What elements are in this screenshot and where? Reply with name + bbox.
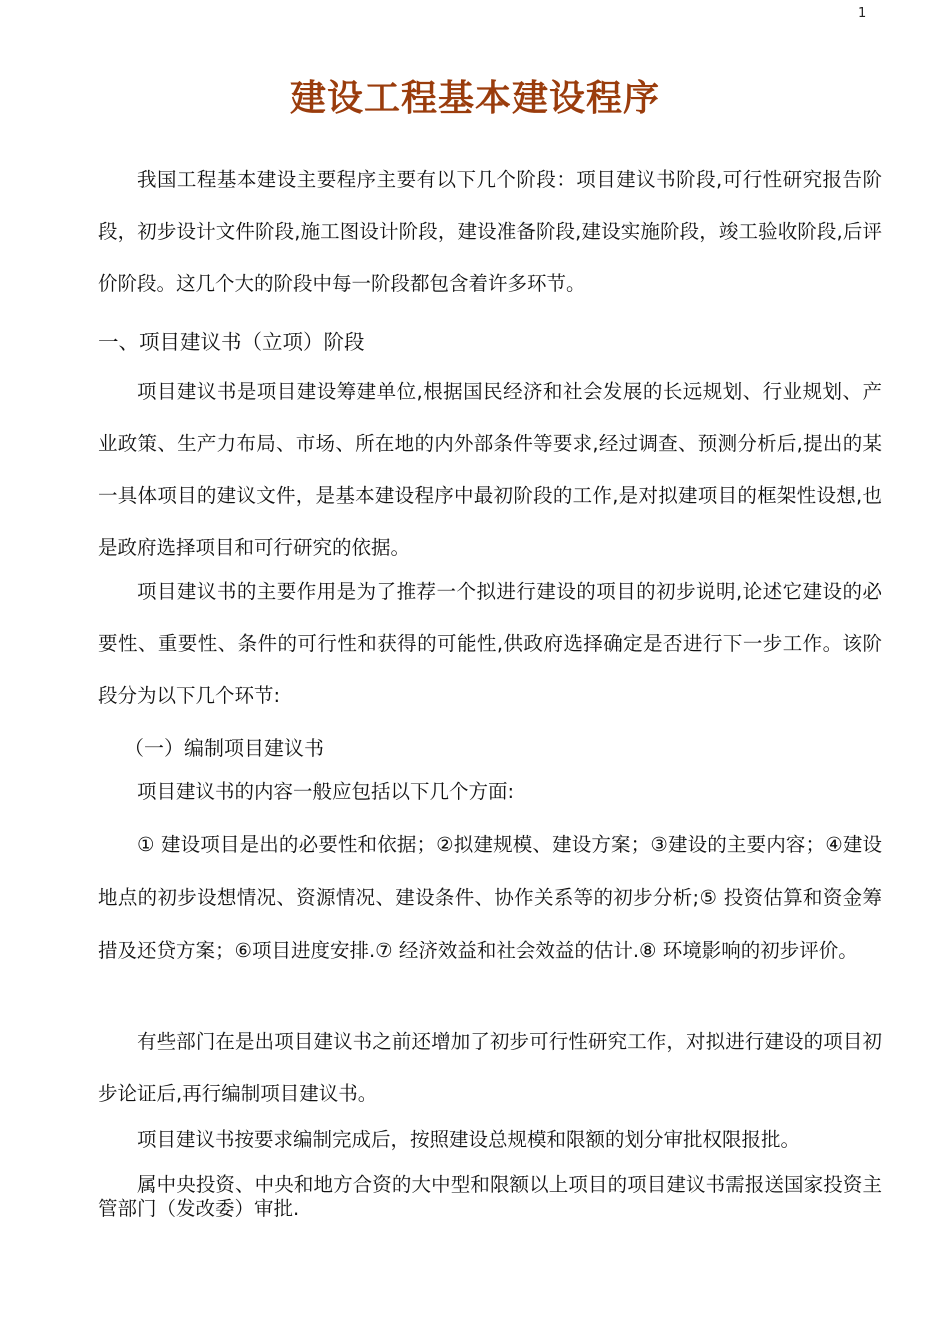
- page-number: 1: [858, 6, 867, 21]
- section-heading-project-proposal: 一、项目建议书（立项）阶段: [98, 330, 365, 354]
- proposal-contents-intro: 项目建议书的内容一般应包括以下几个方面:: [137, 780, 515, 803]
- preliminary-feasibility-paragraph: 有些部门在是出项目建议书之前还增加了初步可行性研究工作，对拟进行建设的项目初步论证后,再行编制项目建议书。: [98, 1030, 882, 1105]
- document-title: 建设工程基本建设程序: [289, 78, 660, 119]
- subsection-heading-prepare-proposal: （一）编制项目建议书: [124, 736, 324, 760]
- proposal-contents-list: ① 建设项目是出的必要性和依据；②拟建规模、建设方案；③建设的主要内容；④建设地点的初步设想情况、资源情况、建设条件、协作关系等的初步分析;⑤ 投资估算和资金筹措及还贷方案；⑥项目进度安排.⑦ 经济效益和社会效益的估计.⑧ 环境影响的初步评价。: [98, 833, 882, 962]
- central-investment-paragraph: 属中央投资、中央和地方合资的大中型和限额以上项目的项目建议书需报送国家投资主管部门（发改委）审批.: [98, 1173, 882, 1220]
- proposal-definition-paragraph: 项目建议书是项目建设筹建单位,根据国民经济和社会发展的长远规划、行业规划、产业政策、生产力布局、市场、所在地的内外部条件等要求,经过调查、预测分析后,提出的某一具体项目的建议文件，是基本建设程序中最初阶段的工作,是对拟建项目的框架性设想,也是政府选择项目和可行研究的依据。: [98, 380, 882, 559]
- proposal-purpose-paragraph: 项目建议书的主要作用是为了推荐一个拟进行建设的项目的初步说明,论述它建设的必要性、重要性、条件的可行性和获得的可能性,供政府选择确定是否进行下一步工作。该阶段分为以下几个环节:: [98, 580, 882, 707]
- intro-paragraph: 我国工程基本建设主要程序主要有以下几个阶段：项目建议书阶段,可行性研究报告阶段，初步设计文件阶段,施工图设计阶段，建设准备阶段,建设实施阶段，竣工验收阶段,后评价阶段。这几个大的阶段中每一阶段都包含着许多环节。: [98, 168, 882, 295]
- approval-paragraph: 项目建议书按要求编制完成后，按照建设总规模和限额的划分审批权限报批。: [137, 1128, 801, 1151]
